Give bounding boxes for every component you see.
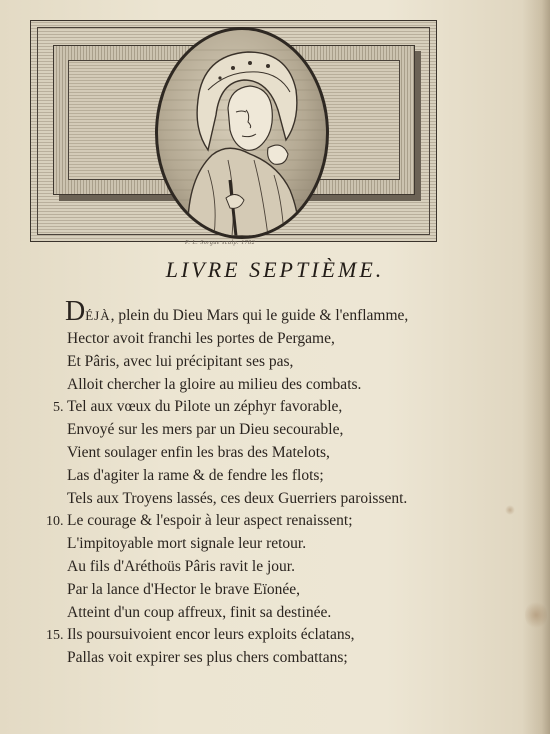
verse-line: Tel aux vœux du Pilote un zéphyr favorable, <box>67 398 343 415</box>
verse-line: Las d'agiter la rame & de fendre les flots; <box>67 467 324 484</box>
foxing-stain <box>525 600 547 630</box>
chapter-title: LIVRE SEPTIÈME. <box>165 257 385 282</box>
pallas-portrait-illustration <box>158 30 326 236</box>
engraver-credit: P. L. Sorgue sculp. 1782 <box>185 240 256 246</box>
verse-line: L'impitoyable mort signale leur retour. <box>67 535 307 552</box>
line-number: 10. <box>46 514 64 529</box>
engraved-headpiece <box>30 20 437 242</box>
verse-line: Vient soulager enfin les bras des Matelots, <box>67 444 330 461</box>
verse-line: Et Pâris, avec lui précipitant ses pas, <box>67 353 294 370</box>
drop-capital: D <box>65 296 86 327</box>
verse-line: Pallas voit expirer ses plus chers combattans; <box>67 649 348 666</box>
verse-line: Par la lance d'Hector le brave Eïonée, <box>67 581 301 598</box>
verse-line <box>65 296 409 327</box>
verse-line: Au fils d'Aréthoüs Pâris ravit le jour. <box>67 558 295 575</box>
verse-line: Ils poursuivoient encor leurs exploits éclatans, <box>67 626 355 643</box>
verse-line: Hector avoit franchi les portes de Pergame, <box>67 330 335 347</box>
verse-line: Envoyé sur les mers par un Dieu secourable, <box>67 421 344 438</box>
verse-line: Alloit chercher la gloire au milieu des combats. <box>67 376 362 393</box>
line-number: 15. <box>46 628 64 643</box>
verse-line: Le courage & l'espoir à leur aspect renaissent; <box>67 512 353 529</box>
first-word-smallcaps: ÉJÀ <box>85 308 111 323</box>
line-number: 5. <box>53 400 64 415</box>
verse-line-text: , plein du Dieu Mars qui le guide & l'enflamme, <box>110 307 409 324</box>
portrait-medallion <box>155 27 329 239</box>
verse-line: Atteint d'un coup affreux, finit sa destinée. <box>67 604 332 621</box>
foxing-stain <box>505 505 515 515</box>
verse-line: Tels aux Troyens lassés, ces deux Guerriers paroissent. <box>67 490 408 507</box>
